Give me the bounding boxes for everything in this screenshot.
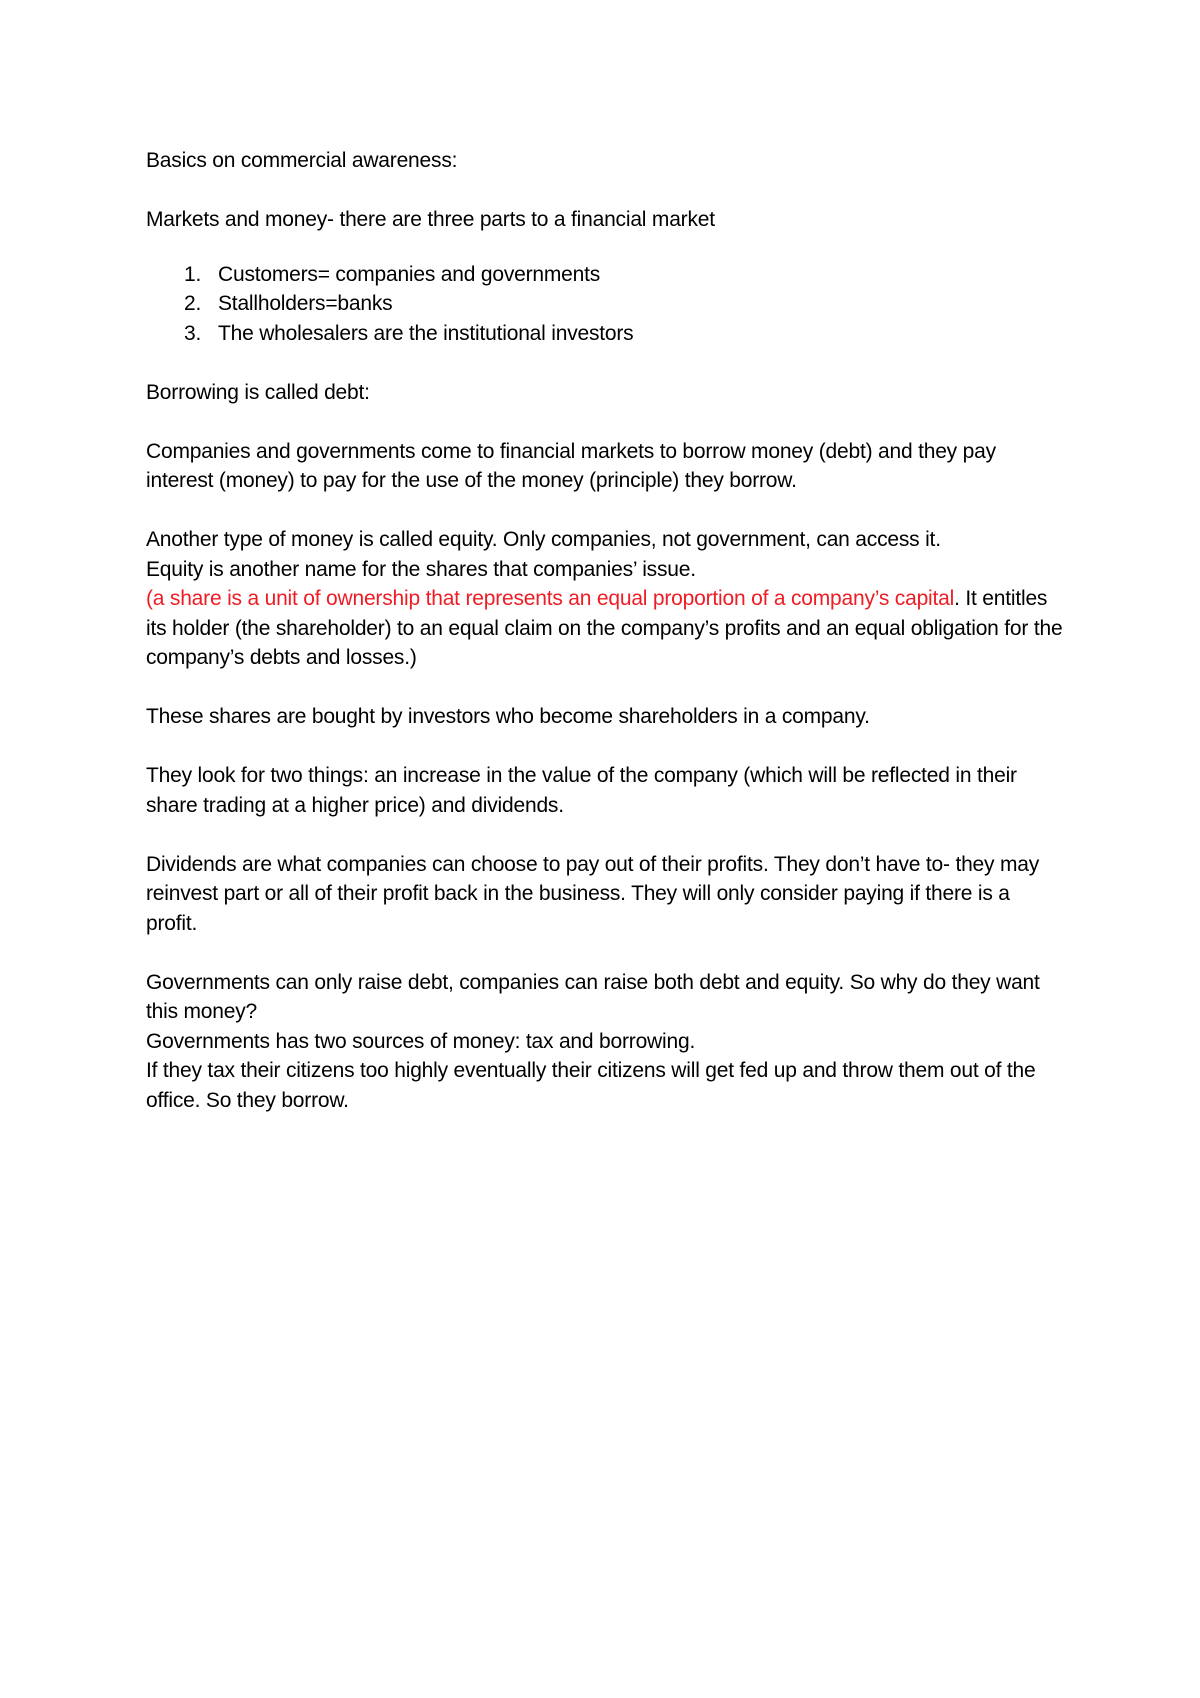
- equity-line-1: Another type of money is called equity. Only companies, not government, can access it.: [146, 528, 941, 551]
- share-definition-highlight: (a share is a unit of ownership that represents an equal proportion of a company’s capital: [146, 587, 955, 610]
- equity-line-2: Equity is another name for the shares that companies’ issue.: [146, 557, 696, 581]
- list-item-text: Customers= companies and governments: [218, 262, 601, 286]
- dividends-paragraph: Dividends are what companies can choose to pay out of their profits. They don’t have to- they may reinvest part or all of their profit back in the business. They will only consider paying if there is a profit.: [146, 852, 1040, 935]
- list-item-text: The wholesalers are the institutional investors: [218, 321, 634, 345]
- list-item-text: Stallholders=banks: [218, 292, 393, 315]
- financial-market-parts-list: [146, 260, 1066, 349]
- list-item: [146, 289, 1066, 319]
- governments-line-1: Governments can only raise debt, companies can raise both debt and equity. So why do they want this money?: [146, 970, 1040, 1023]
- debt-paragraph: Companies and governments come to financial markets to borrow money (debt) and they pay interest (money) to pay for the use of the money (principle) they borrow.: [146, 439, 996, 492]
- two-things-paragraph: They look for two things: an increase in the value of the company (which will be reflected in their share trading at a higher price) and dividends.: [146, 764, 1017, 817]
- list-item: [146, 260, 1066, 290]
- governments-line-2: Governments has two sources of money: tax and borrowing.: [146, 1029, 696, 1053]
- list-number: 2.: [184, 292, 202, 315]
- list-item: [146, 319, 1066, 349]
- document-body: [146, 146, 1066, 1145]
- shares-bought-paragraph: These shares are bought by investors who become shareholders in a company.: [146, 705, 870, 728]
- list-number: 3.: [184, 321, 202, 345]
- document-heading: Basics on commercial awareness:: [146, 149, 458, 172]
- governments-line-3: If they tax their citizens too highly eventually their citizens will get fed up and throw them out of the office. So they borrow.: [146, 1059, 1036, 1112]
- debt-heading: Borrowing is called debt:: [146, 380, 370, 404]
- share-definition: [146, 584, 1066, 673]
- markets-intro: Markets and money- there are three parts to a financial market: [146, 208, 715, 231]
- list-number: 1.: [184, 262, 202, 286]
- share-definition-rest: . It entitles its holder (the shareholder) to an equal claim on the company’s profits and an equal obligation for the company’s debts and losses.): [146, 587, 1063, 669]
